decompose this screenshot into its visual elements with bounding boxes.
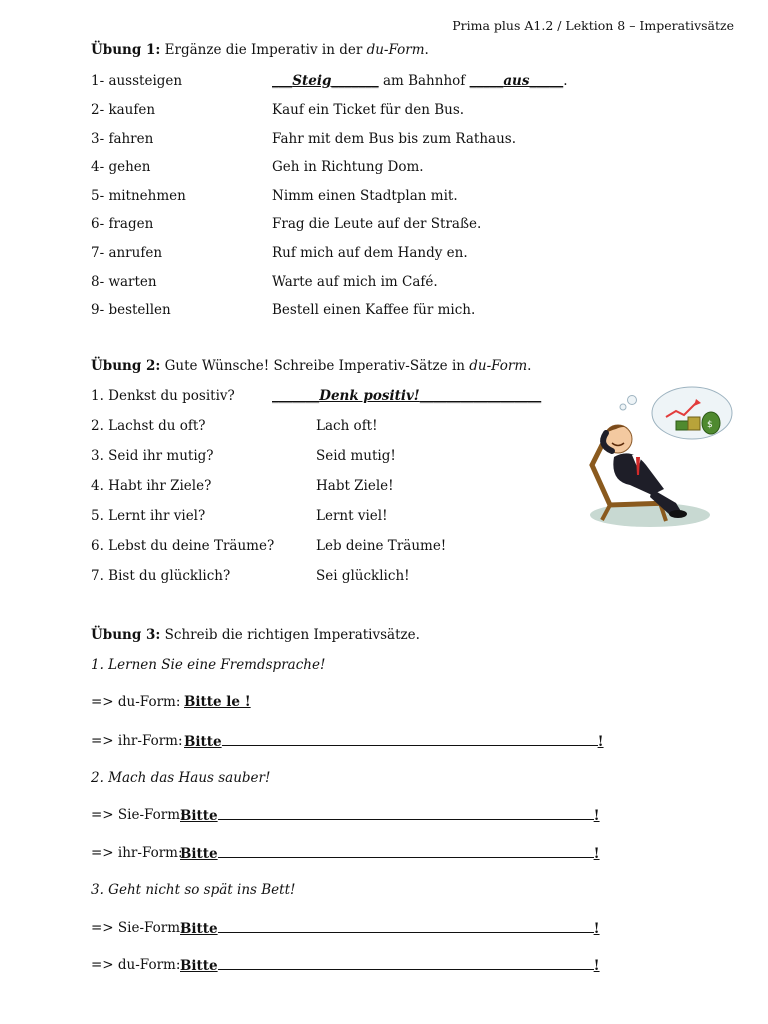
- exercise-1-period: .: [424, 42, 429, 58]
- s2-sie-label: => Sie-Form:: [91, 807, 185, 823]
- s3-du-answer-line[interactable]: [180, 957, 600, 974]
- bitte-word: Bitte: [180, 921, 218, 937]
- exercise-2-period: .: [527, 358, 532, 374]
- blank-mid-3: _____: [529, 73, 564, 89]
- answer-end: .: [563, 73, 568, 89]
- exercise-3-title: [91, 627, 420, 643]
- exercise-1-title: [91, 42, 429, 58]
- s1-ihr-label: => ihr-Form:: [91, 733, 183, 749]
- s3-sie-label: => Sie-Form:: [91, 920, 185, 936]
- bitte-word: Bitte: [180, 808, 218, 824]
- answer-line: [218, 807, 594, 820]
- sentence-3: 3. Geht nicht so spät ins Bett!: [91, 882, 296, 898]
- s3-du-label: => du-Form:: [91, 957, 181, 973]
- exercise-1-answer: Kauf ein Ticket für den Bus.: [272, 102, 465, 118]
- exercise-2-answer: Leb deine Träume!: [316, 538, 447, 554]
- answer-line: [218, 920, 594, 933]
- exercise-2-question: 1. Denkst du positiv?: [91, 388, 235, 404]
- answer-fill-aus: aus: [503, 73, 530, 89]
- answer-fill-denk: Denk positiv!: [319, 388, 420, 404]
- exercise-1-verb: 8- warten: [91, 273, 157, 290]
- exercise-1-instruction: Ergänze die Imperativ in der: [160, 42, 367, 58]
- s3-sie-answer-line[interactable]: [180, 920, 600, 937]
- exercise-3-label: Übung 3:: [91, 627, 161, 643]
- sentence-1: 1. Lernen Sie eine Fremdsprache!: [91, 657, 326, 673]
- exercise-2-answer: Sei glücklich!: [316, 568, 410, 584]
- exclamation: !: [593, 921, 600, 937]
- s1-du-label: => du-Form:: [91, 694, 181, 710]
- exercise-2-label: Übung 2:: [91, 358, 161, 374]
- exercise-1-first-answer: [272, 73, 568, 89]
- exercise-1-verb: 5- mitnehmen: [91, 187, 186, 204]
- exercise-1-verb: 6- fragen: [91, 216, 154, 233]
- exercise-2-answer: Seid mutig!: [316, 448, 396, 464]
- exclamation: !: [597, 734, 604, 750]
- exercise-1-form: du-Form: [366, 42, 425, 58]
- exercise-1-answer: Fahr mit dem Bus bis zum Rathaus.: [272, 130, 517, 147]
- blank-suffix: __________________: [419, 388, 542, 404]
- blank-mid: _______: [331, 73, 379, 89]
- answer-text: am Bahnhof: [378, 73, 470, 89]
- exercise-3-instruction: Schreib die richtigen Imperativsätze.: [160, 627, 420, 643]
- bitte-word: Bitte: [180, 958, 218, 974]
- exercise-2-answer: Lernt viel!: [316, 508, 388, 524]
- exercise-1-answer: Nimm einen Stadtplan mit.: [272, 187, 458, 204]
- exclamation: !: [593, 958, 600, 974]
- exercise-1-verb: 1- aussteigen: [91, 73, 183, 89]
- exercise-2-instruction: Gute Wünsche! Schreibe Imperativ-Sätze in: [160, 358, 470, 374]
- exercise-2-question: 4. Habt ihr Ziele?: [91, 478, 212, 494]
- exercise-2-question: 7. Bist du glücklich?: [91, 568, 231, 584]
- bitte-word: Bitte: [184, 734, 222, 750]
- exercise-2-first-answer: [272, 388, 541, 404]
- exercise-2-question: 5. Lernt ihr viel?: [91, 508, 206, 524]
- exclamation: !: [593, 846, 600, 862]
- exercise-1-answer: Geh in Richtung Dom.: [272, 159, 424, 176]
- exercise-2-form: du-Form: [469, 358, 528, 374]
- s1-du-answer: Bitte le !: [184, 694, 251, 710]
- dreaming-man-icon: [580, 385, 736, 531]
- exercise-2-question: 6. Lebst du deine Träume?: [91, 538, 275, 554]
- s2-ihr-answer-line[interactable]: [180, 845, 600, 862]
- bitte-word: Bitte: [180, 846, 218, 862]
- sentence-2: 2. Mach das Haus sauber!: [91, 770, 271, 786]
- svg-text:$: $: [707, 420, 713, 430]
- answer-line: [222, 733, 598, 746]
- answer-line: [218, 957, 594, 970]
- exercise-1-verb: 4- gehen: [91, 159, 151, 176]
- exercise-1-verb: 3- fahren: [91, 130, 154, 147]
- exclamation: !: [593, 808, 600, 824]
- answer-line: [218, 845, 594, 858]
- exercise-2-answer: Habt Ziele!: [316, 478, 394, 494]
- exercise-2-answer: Lach oft!: [316, 418, 378, 434]
- dreaming-man-illustration: [580, 385, 736, 531]
- exercise-1-verb: 2- kaufen: [91, 102, 156, 118]
- exercise-2-question: 2. Lachst du oft?: [91, 418, 206, 434]
- answer-fill-steig: Steig: [292, 73, 332, 89]
- exercise-1-verb: 9- bestellen: [91, 302, 171, 319]
- blank-mid-2: _____: [469, 73, 504, 89]
- exercise-1-verb: 7- anrufen: [91, 245, 163, 261]
- s2-sie-answer-line[interactable]: [180, 807, 600, 824]
- page-header: Prima plus A1.2 / Lektion 8 – Imperativsätze: [452, 18, 734, 33]
- exercise-2-question: 3. Seid ihr mutig?: [91, 448, 214, 464]
- exercise-1-answer: Frag die Leute auf der Straße.: [272, 216, 482, 233]
- exercise-1-label: Übung 1:: [91, 42, 161, 58]
- exercise-1-answer: Bestell einen Kaffee für mich.: [272, 302, 476, 319]
- blank-prefix: _______: [272, 388, 320, 404]
- exercise-2-title: [91, 358, 531, 374]
- s1-ihr-answer-line[interactable]: [184, 733, 604, 750]
- exercise-1-answer: Ruf mich auf dem Handy en.: [272, 245, 468, 261]
- blank-prefix: ___: [272, 73, 293, 89]
- s2-ihr-label: => ihr-Form:: [91, 845, 183, 861]
- exercise-1-answer: Warte auf mich im Café.: [272, 273, 438, 290]
